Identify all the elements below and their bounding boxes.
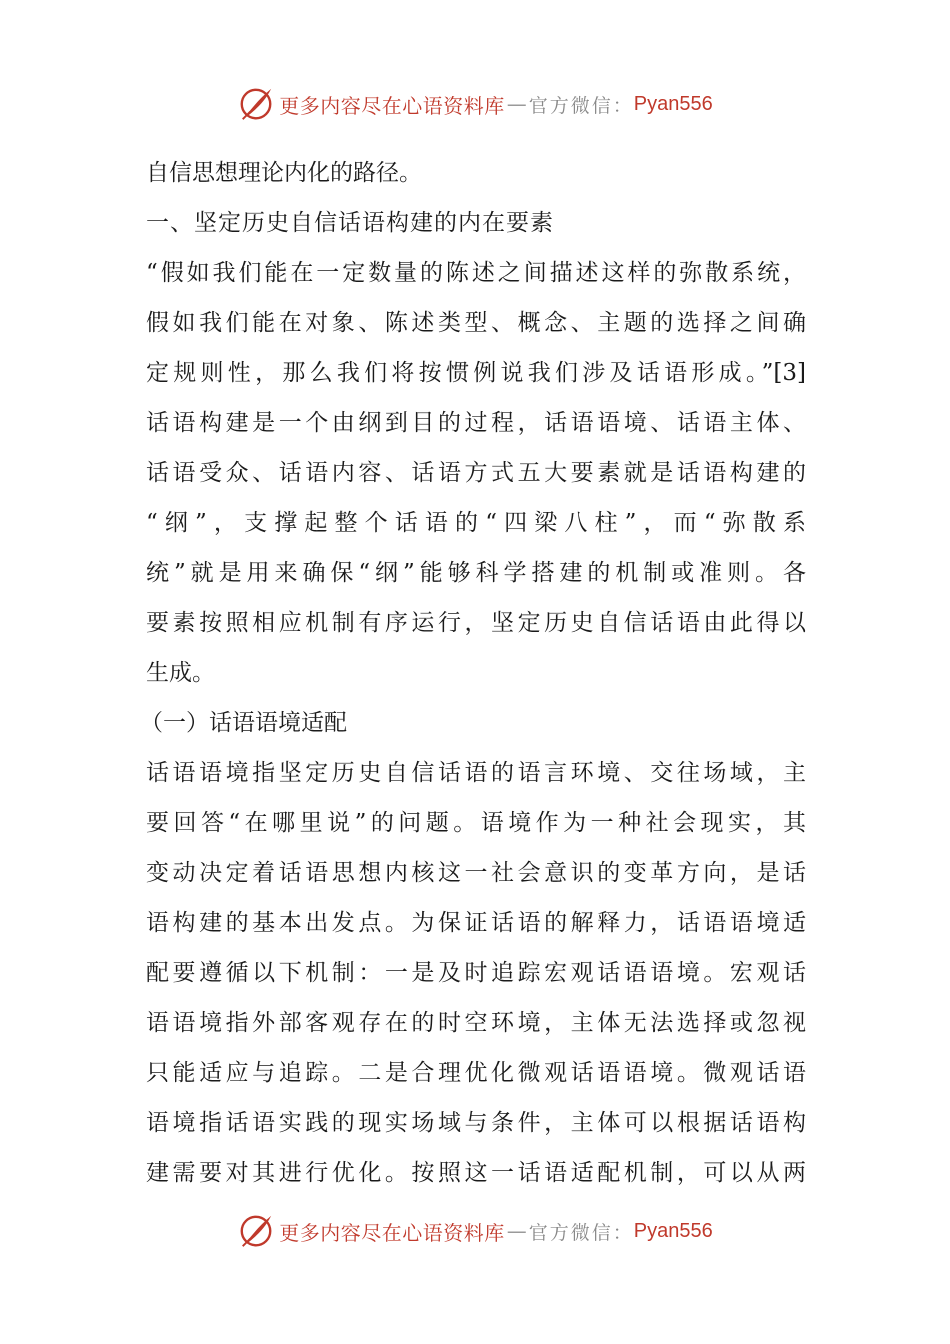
text-line: 语语境指外部客观存在的时空环境，主体无法选择或忽视 [146, 1010, 806, 1036]
header-banner [0, 84, 950, 124]
banner-dash: — [506, 92, 527, 116]
section-heading: 一、坚定历史自信话语构建的内在要素 [146, 210, 554, 236]
quill-logo-icon [237, 1212, 275, 1250]
text-line: “纲”，支撑起整个话语的“四梁八柱”，而“弥散系 [146, 510, 806, 536]
text-line: 话语受众、话语内容、话语方式五大要素就是话语构建的 [146, 460, 806, 486]
banner-wechat-label: 官方微信： [528, 94, 634, 117]
document-body [140, 148, 806, 1198]
text-line: 要素按照相应机制有序运行，坚定历史自信话语由此得以 [146, 610, 806, 636]
banner-wechat-id: Pyan556 [633, 1219, 713, 1242]
text-line: 建需要对其进行优化。按照这一话语适配机制，可以从两 [146, 1160, 806, 1186]
banner-dash: — [506, 1219, 527, 1243]
text-line: 语构建的基本出发点。为保证话语的解释力，话语语境适 [146, 910, 806, 936]
text-line: 自信思想理论内化的路径。 [146, 160, 422, 186]
text-line: 话语语境指坚定历史自信话语的语言环境、交往场域，主 [146, 760, 806, 786]
text-line: 假如我们能在对象、陈述类型、概念、主题的选择之间确 [146, 310, 806, 336]
text-line: 要回答“在哪里说”的问题。语境作为一种社会现实，其 [146, 810, 806, 836]
banner-text: 更多内容尽在心语资料库 [279, 1220, 505, 1245]
text-line: 话语构建是一个由纲到目的过程，话语语境、话语主体、 [146, 410, 806, 436]
banner-wechat-id: Pyan556 [633, 92, 713, 115]
text-line: 生成。 [146, 660, 215, 686]
text-line: 定规则性，那么我们将按惯例说我们涉及话语形成。”[3] [146, 360, 806, 386]
text-line: 只能适应与追踪。二是合理优化微观话语语境。微观话语 [146, 1060, 806, 1086]
banner-text: 更多内容尽在心语资料库 [279, 93, 505, 118]
text-line: 变动决定着话语思想内核这一社会意识的变革方向，是话 [146, 860, 806, 886]
text-line: “假如我们能在一定数量的陈述之间描述这样的弥散系统， [146, 260, 806, 286]
section-heading: （一）话语语境适配 [140, 710, 347, 736]
quill-logo-icon [237, 85, 275, 123]
footer-banner [0, 1211, 950, 1251]
text-line: 语境指话语实践的现实场域与条件，主体可以根据话语构 [146, 1110, 806, 1136]
banner-wechat-label: 官方微信： [528, 1221, 634, 1244]
text-line: 配要遵循以下机制：一是及时追踪宏观话语语境。宏观话 [146, 960, 806, 986]
text-line: 统”就是用来确保“纲”能够科学搭建的机制或准则。各 [146, 560, 806, 586]
